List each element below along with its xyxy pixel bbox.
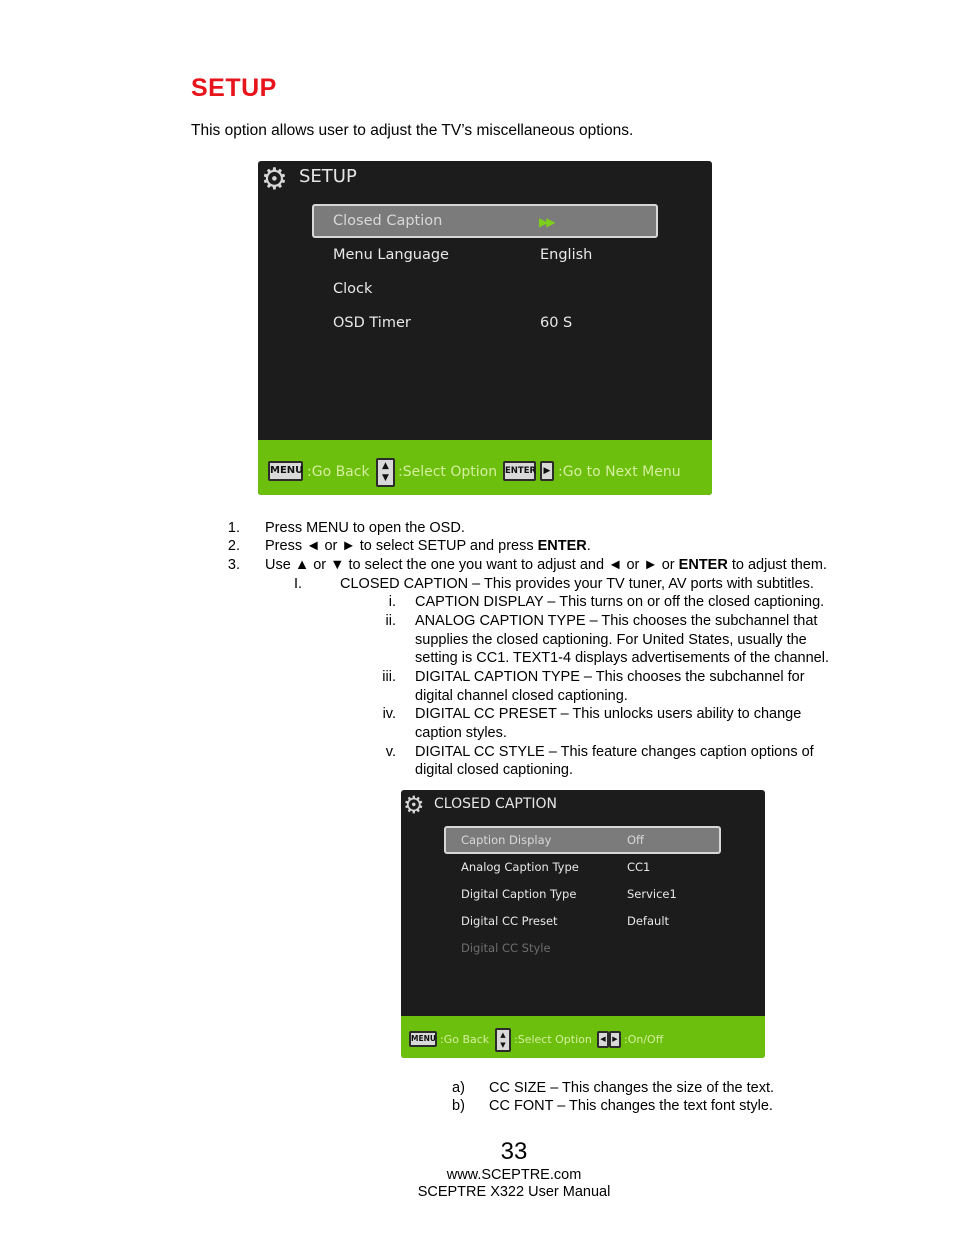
roman-iv-line-1: DIGITAL CC PRESET – This unlocks users ability to change (415, 706, 802, 722)
footer-url: www.SCEPTRE.com (446, 1167, 582, 1183)
page-number: 33 (500, 1138, 528, 1165)
letter-b-number: b) (452, 1098, 465, 1114)
roman-ii-line-2: supplies the closed captioning. For United States, usually the (415, 632, 807, 648)
digital-caption-type-value: Service1 (627, 887, 677, 901)
roman-ii-number: ii. (385, 613, 396, 629)
menu-item-closed-caption: Closed Caption (333, 213, 443, 229)
right-key-icon: ▶ (540, 461, 554, 481)
letter-a-number: a) (452, 1080, 465, 1096)
go-back-label: :Go Back (307, 464, 370, 480)
roman-iv-number: iv. (382, 706, 396, 722)
osd-timer-value: 60 S (540, 315, 573, 331)
osd-title: CLOSED CAPTION (434, 796, 558, 812)
right-key-icon: ▶ (609, 1031, 621, 1048)
enter-key-icon: ENTER (503, 461, 536, 481)
roman-v-number: v. (385, 744, 396, 760)
roman-v-line-2: digital closed captioning. (415, 762, 573, 778)
letter-a-text: CC SIZE – This changes the size of the text. (489, 1080, 775, 1096)
menu-item-menu-language: Menu Language (333, 247, 449, 263)
roman-iii-line-2: digital channel closed captioning. (415, 688, 628, 704)
menu-language-value: English (540, 247, 593, 263)
roman-v-line-1: DIGITAL CC STYLE – This feature changes caption options of (415, 744, 814, 760)
step-2-text: Press ◄ or ► to select SETUP and press ENTER. (265, 538, 591, 554)
roman-iv-line-2: caption styles. (415, 725, 507, 741)
osd-help-bar (401, 1016, 765, 1058)
menu-item-clock: Clock (333, 281, 373, 297)
menu-item-osd-timer: OSD Timer (333, 315, 411, 331)
left-key-icon: ◀ (597, 1031, 609, 1048)
analog-caption-type-value: CC1 (627, 860, 651, 874)
footer-manual-name: SCEPTRE X322 User Manual (417, 1184, 611, 1200)
next-menu-label: :Go to Next Menu (558, 464, 681, 480)
select-option-label: :Select Option (514, 1033, 592, 1046)
caption-display-value: Off (627, 833, 644, 847)
menu-key-icon: MENU (268, 461, 303, 481)
section-heading: SETUP (191, 74, 277, 102)
roman-ii-line-3: setting is CC1. TEXT1-4 displays advertisements of the channel. (415, 650, 829, 666)
roman-iii-line-1: DIGITAL CAPTION TYPE – This chooses the subchannel for (415, 669, 805, 685)
setup-osd-screenshot (258, 161, 712, 495)
gear-icon: ⚙ (403, 791, 425, 819)
up-down-key-icon: ▲ ▼ (376, 458, 395, 487)
substep-I-text: CLOSED CAPTION – This provides your TV tuner, AV ports with subtitles. (340, 576, 814, 592)
submenu-arrow-icon: ▶▶ (539, 215, 554, 229)
roman-i-number: i. (388, 594, 396, 610)
go-back-label: :Go Back (440, 1033, 490, 1046)
closed-caption-osd-screenshot (401, 790, 765, 1058)
roman-ii-line-1: ANALOG CAPTION TYPE – This chooses the subchannel that (415, 613, 818, 629)
cc-item-digital-caption-type: Digital Caption Type (461, 887, 577, 901)
onoff-label: :On/Off (624, 1033, 664, 1046)
cc-item-caption-display: Caption Display (461, 833, 552, 847)
menu-key-icon: MENU (409, 1031, 437, 1047)
up-down-key-icon: ▲ ▼ (495, 1028, 511, 1052)
select-option-label: :Select Option (398, 464, 498, 480)
roman-iii-number: iii. (382, 669, 396, 685)
letter-b-text: CC FONT – This changes the text font style. (489, 1098, 773, 1114)
step-2-number: 2. (227, 538, 240, 554)
cc-item-analog-caption-type: Analog Caption Type (461, 860, 579, 874)
cc-item-digital-cc-style: Digital CC Style (461, 941, 551, 955)
intro-text: This option allows user to adjust the TV’s miscellaneous options. (191, 122, 634, 139)
step-3-text: Use ▲ or ▼ to select the one you want to adjust and ◄ or ► or ENTER to adjust them. (265, 557, 827, 573)
step-3-number: 3. (227, 557, 240, 573)
roman-i-line-1: CAPTION DISPLAY – This turns on or off the closed captioning. (415, 594, 825, 610)
substep-I-number: I. (293, 576, 302, 592)
gear-icon: ⚙ (261, 162, 288, 197)
step-1-number: 1. (227, 520, 240, 536)
osd-title: SETUP (299, 166, 357, 187)
osd-help-bar (258, 440, 712, 495)
digital-cc-preset-value: Default (627, 914, 670, 928)
cc-item-digital-cc-preset: Digital CC Preset (461, 914, 558, 928)
step-1-text: Press MENU to open the OSD. (265, 520, 465, 536)
